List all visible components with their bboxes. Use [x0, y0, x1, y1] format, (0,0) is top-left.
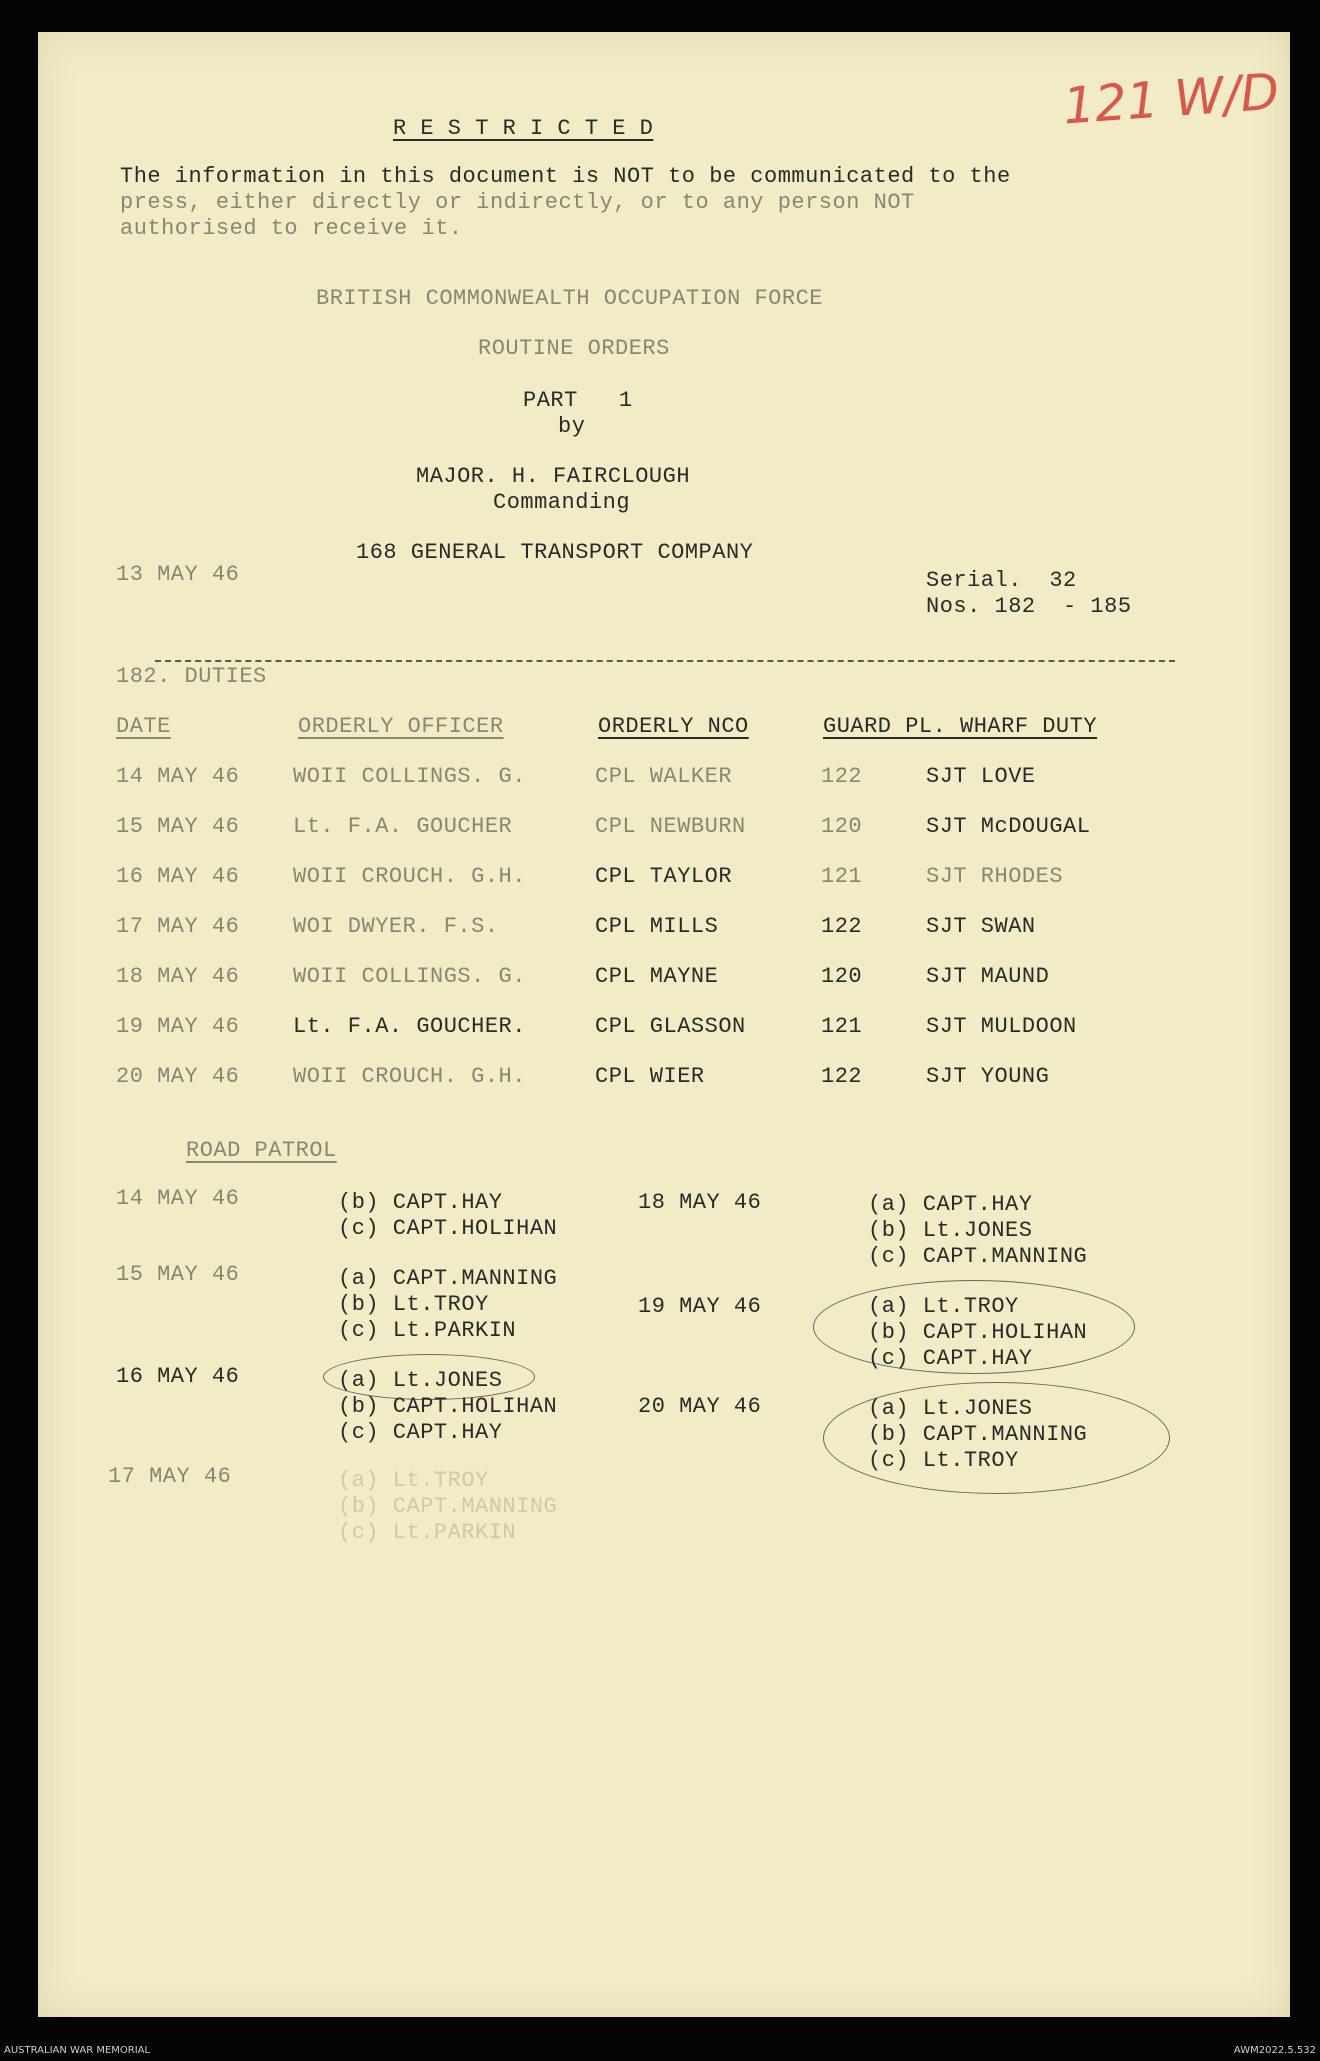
patrol-item: (c) CAPT.HAY [868, 1346, 1033, 1371]
table-cell: 17 MAY 46 [116, 914, 240, 939]
table-cell: WOII COLLINGS. G. [293, 764, 526, 789]
patrol-item: (a) Lt.TROY [338, 1468, 489, 1493]
unit-name: 168 GENERAL TRANSPORT COMPANY [356, 540, 754, 565]
table-cell: SJT MAUND [926, 964, 1050, 989]
table-cell: CPL MAYNE [595, 964, 719, 989]
patrol-item: (b) CAPT.MANNING [338, 1494, 558, 1519]
table-cell: SJT YOUNG [926, 1064, 1050, 1089]
table-cell: 16 MAY 46 [116, 864, 240, 889]
patrol-item: (a) Lt.JONES [338, 1368, 503, 1393]
patrol-item: (c) Lt.PARKIN [338, 1318, 517, 1343]
patrol-item: (a) CAPT.HAY [868, 1192, 1033, 1217]
patrol-item: (b) Lt.JONES [868, 1218, 1033, 1243]
order-date: 13 MAY 46 [116, 562, 240, 587]
table-cell: 122 [821, 1064, 863, 1089]
serial-number: Serial. 32 [926, 568, 1077, 593]
patrol-item: (b) CAPT.HAY [338, 1190, 503, 1215]
footer-credit: AUSTRALIAN WAR MEMORIAL [4, 2045, 151, 2056]
patrol-item: (c) CAPT.HOLIHAN [338, 1216, 558, 1241]
table-cell: CPL WALKER [595, 764, 733, 789]
patrol-date: 16 MAY 46 [116, 1364, 240, 1389]
force-title: BRITISH COMMONWEALTH OCCUPATION FORCE [316, 286, 823, 311]
table-cell: 14 MAY 46 [116, 764, 240, 789]
divider [155, 660, 1175, 662]
patrol-item: (b) CAPT.HOLIHAN [338, 1394, 558, 1419]
table-cell: Lt. F.A. GOUCHER [293, 814, 513, 839]
patrol-item: (c) CAPT.HAY [338, 1420, 503, 1445]
table-cell: WOI DWYER. F.S. [293, 914, 499, 939]
table-cell: 20 MAY 46 [116, 1064, 240, 1089]
patrol-date: 18 MAY 46 [638, 1190, 762, 1215]
notice-line: The information in this document is NOT to be communicated to the [120, 164, 1011, 189]
table-cell: 121 [821, 864, 863, 889]
table-cell: CPL NEWBURN [595, 814, 746, 839]
table-cell: 19 MAY 46 [116, 1014, 240, 1039]
footer [0, 2040, 1320, 2061]
patrol-item: (b) Lt.TROY [338, 1292, 489, 1317]
document-page [38, 32, 1290, 2017]
road-patrol-heading: ROAD PATROL [186, 1138, 337, 1163]
table-cell: 18 MAY 46 [116, 964, 240, 989]
patrol-item: (b) CAPT.MANNING [868, 1422, 1088, 1447]
column-header: ORDERLY NCO [598, 714, 749, 739]
handwritten-stamp: 121 W/D [1061, 62, 1281, 136]
table-cell: 121 [821, 1014, 863, 1039]
table-cell: CPL WIER [595, 1064, 705, 1089]
notice-line: press, either directly or indirectly, or to any person NOT [120, 190, 915, 215]
by-label: by [558, 414, 586, 439]
notice-line: authorised to receive it. [120, 216, 463, 241]
column-header: GUARD PL. WHARF DUTY [823, 714, 1098, 739]
commanding-officer: MAJOR. H. FAIRCLOUGH [416, 464, 691, 489]
table-cell: WOII CROUCH. G.H. [293, 1064, 526, 1089]
table-cell: SJT RHODES [926, 864, 1064, 889]
table-cell: 120 [821, 964, 863, 989]
column-header: ORDERLY OFFICER [298, 714, 504, 739]
duties-heading: 182. DUTIES [116, 664, 267, 689]
table-cell: 122 [821, 914, 863, 939]
patrol-date: 17 MAY 46 [108, 1464, 232, 1489]
restricted-heading: R E S T R I C T E D [393, 116, 654, 141]
table-cell: SJT McDOUGAL [926, 814, 1091, 839]
table-cell: CPL GLASSON [595, 1014, 746, 1039]
table-cell: CPL MILLS [595, 914, 719, 939]
patrol-date: 15 MAY 46 [116, 1262, 240, 1287]
table-cell: WOII COLLINGS. G. [293, 964, 526, 989]
patrol-item: (c) Lt.TROY [868, 1448, 1019, 1473]
table-cell: 122 [821, 764, 863, 789]
column-header: DATE [116, 714, 171, 739]
table-cell: SJT MULDOON [926, 1014, 1077, 1039]
commanding-label: Commanding [493, 490, 631, 515]
patrol-item: (a) CAPT.MANNING [338, 1266, 558, 1291]
patrol-item: (b) CAPT.HOLIHAN [868, 1320, 1088, 1345]
patrol-date: 20 MAY 46 [638, 1394, 762, 1419]
patrol-item: (c) Lt.PARKIN [338, 1520, 517, 1545]
orders-title: ROUTINE ORDERS [478, 336, 670, 361]
patrol-date: 19 MAY 46 [638, 1294, 762, 1319]
footer-accession: AWM2022.5.532 [1233, 2045, 1316, 2056]
patrol-date: 14 MAY 46 [116, 1186, 240, 1211]
table-cell: WOII CROUCH. G.H. [293, 864, 526, 889]
table-cell: SJT SWAN [926, 914, 1036, 939]
patrol-item: (a) Lt.TROY [868, 1294, 1019, 1319]
table-cell: CPL TAYLOR [595, 864, 733, 889]
table-cell: SJT LOVE [926, 764, 1036, 789]
table-cell: 15 MAY 46 [116, 814, 240, 839]
table-cell: 120 [821, 814, 863, 839]
patrol-item: (a) Lt.JONES [868, 1396, 1033, 1421]
order-numbers: Nos. 182 - 185 [926, 594, 1132, 619]
table-cell: Lt. F.A. GOUCHER. [293, 1014, 526, 1039]
part-title: PART 1 [523, 388, 633, 413]
patrol-item: (c) CAPT.MANNING [868, 1244, 1088, 1269]
